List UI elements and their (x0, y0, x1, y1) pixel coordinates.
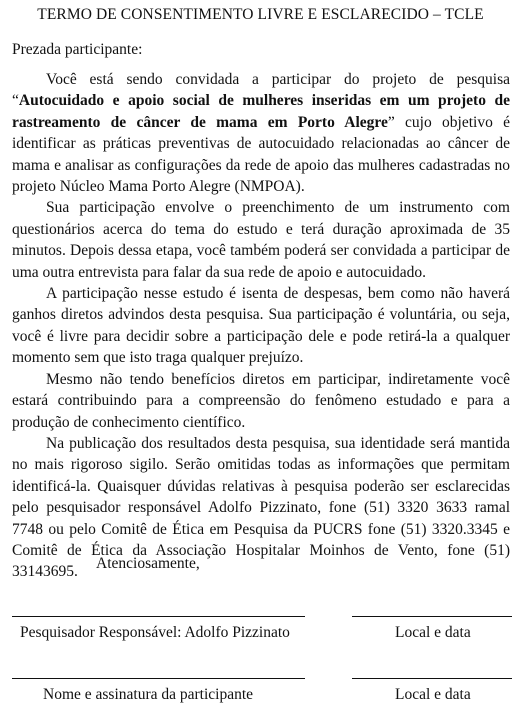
paragraph-benefits: Mesmo não tendo benefícios diretos em participar, indiretamente você estará contribuindo para a compreensão do fenômeno estudado e para a produção de conhecimento científico. (12, 370, 510, 431)
researcher-label: Pesquisador Responsável: Adolfo Pizzinato (20, 624, 290, 641)
researcher-signature-line (12, 616, 305, 617)
place-date-label-2: Local e data (395, 686, 471, 703)
participant-label: Nome e assinatura da participante (43, 686, 254, 703)
project-title: Autocuidado e apoio social de mulheres inseridas em um projeto de rastreamento de câncer de mama em Porto Alegre (12, 92, 510, 131)
closing: Atenciosamente, (96, 555, 200, 572)
paragraph-intro-rest: ” cujo objetivo é identificar as práticas preventivas de autocuidado relacionadas ao câncer de mama e analisar as configurações da rede de apoio das mulheres cadastradas no projeto Núcleo Mama Porto Alegre (NMPOA). (12, 113, 510, 196)
paragraph-procedure: Sua participação envolve o preenchimento de um instrumento com questionários acerca do tema do estudo e terá duração aproximada de 35 minutos. Depois dessa etapa, você também poderá ser convidada a participar de uma outra entrevista para falar da sua rede de apoio e autocuidado. (12, 199, 510, 281)
paragraph-costs: A participação nesse estudo é isenta de despesas, bem como não haverá ganhos diretos advindos desta pesquisa. Sua participação é voluntária, ou seja, você é livre para decidir sobre a participação dele e pode retirá-la a qualquer momento sem que isto traga qualquer prejuízo. (12, 285, 510, 367)
greeting: Prezada participante: (12, 41, 143, 58)
place-date-line-1 (352, 616, 512, 617)
document-title: TERMO DE CONSENTIMENTO LIVRE E ESCLARECIDO – TCLE (37, 6, 484, 23)
paragraph-intro-lead: Você está sendo convidada a participar do projeto de pesquisa “ (12, 71, 510, 110)
place-date-label-1: Local e data (395, 624, 471, 641)
place-date-line-2 (352, 678, 512, 679)
participant-signature-line (12, 678, 305, 679)
paragraph-intro (12, 69, 510, 197)
document-body (12, 69, 510, 583)
paragraph-confidentiality: Na publicação dos resultados desta pesquisa, sua identidade será mantida no mais rigoroso sigilo. Serão omitidas todas as informações que permitam identificá-la. Quaisquer dúvidas relativas à pesquisa poderão ser esclarecidas pelo pesquisador responsável Adolfo Pizzinato, fone (51) 3320 3633 ramal 7748 ou pelo Comitê de Ética em Pesquisa da PUCRS fone (51) 3320.3345 e Comitê de Ética da Associação Hospitalar Moinhos de Vento, fone (51) 33143695. (12, 434, 510, 581)
